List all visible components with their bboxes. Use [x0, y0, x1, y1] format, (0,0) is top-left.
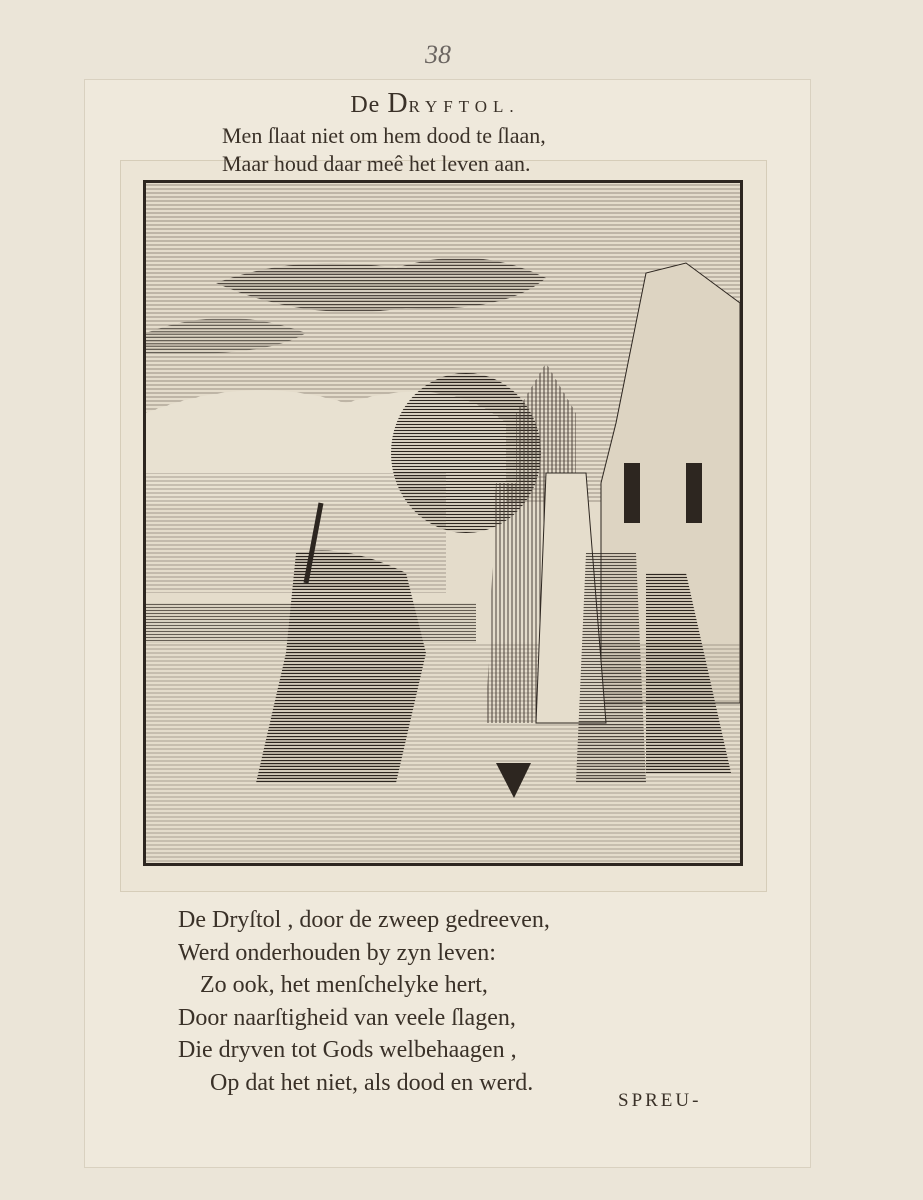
verse-line: Werd onderhouden by zyn leven: [178, 939, 496, 966]
verse-line: Op dat het niet, als dood en werd. [210, 1069, 534, 1096]
catchword: SPREU- [618, 1090, 702, 1111]
motto-line: Maar houd daar meê het leven aan. [222, 151, 531, 176]
window [624, 463, 640, 523]
title-initial: D [387, 88, 409, 119]
title-prefix: De [350, 92, 381, 118]
motto-line: Men ſlaat niet om hem dood te ſlaan, [222, 123, 546, 148]
verse-line: Die dryven tot Gods welbehaagen , [178, 1037, 517, 1063]
window [686, 463, 702, 523]
page-number: 38 [425, 40, 451, 69]
title-rest: RYFTOL. [408, 97, 520, 116]
child [576, 553, 646, 783]
verse [178, 904, 550, 1099]
verse-line: Door naarſtigheid van veele ſlagen, [178, 1004, 516, 1031]
engraving-illustration [143, 180, 743, 866]
verse-line: Zo ook, het menſchelyke hert, [200, 972, 488, 998]
engraving-drawing [146, 183, 740, 863]
page-title [0, 88, 870, 120]
verse-line: De Dryſtol , door de zweep gedreeven, [178, 907, 550, 933]
